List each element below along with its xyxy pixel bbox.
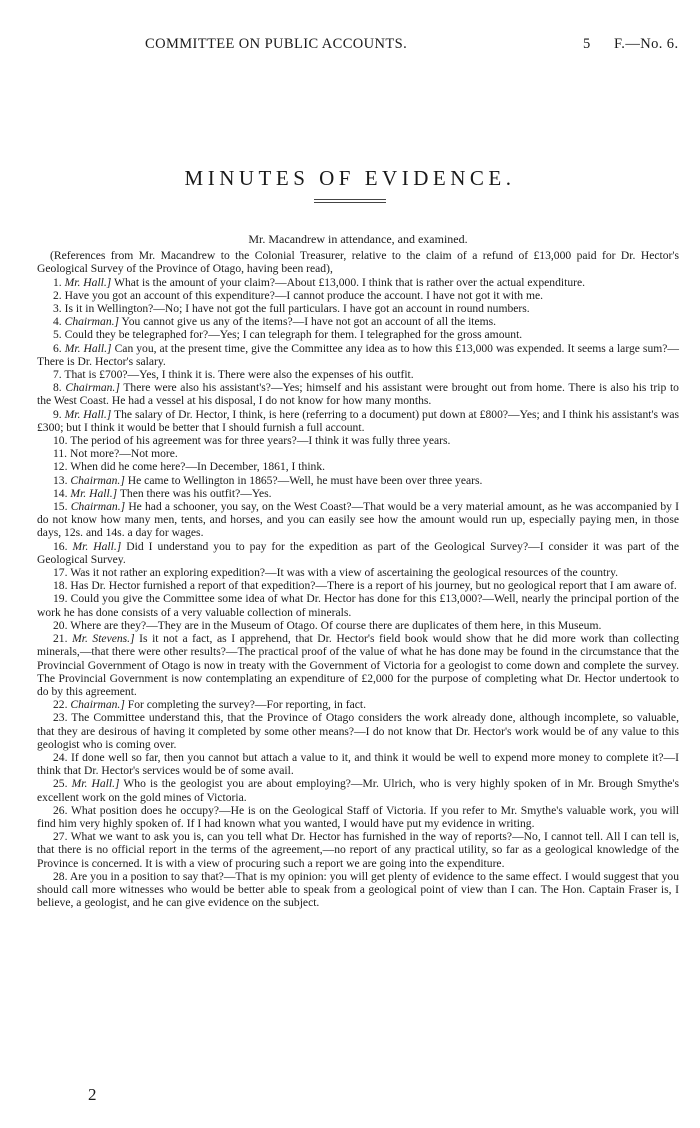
question-number: 23.: [53, 711, 68, 725]
question-number: 13.: [53, 473, 68, 487]
question-number: 10.: [53, 434, 68, 448]
question-paragraph: [37, 328, 679, 341]
question-number: 14.: [53, 486, 68, 500]
question-text: Who is the geologist you are about employing?—Mr. Ulrich, who is very highly spoken of in Mr. Brough Smythe's excellent work on the gold mines of Victoria.: [37, 777, 679, 804]
folio-number: 2: [88, 1085, 97, 1104]
question-paragraph: [37, 751, 679, 777]
question-paragraph: [37, 342, 679, 368]
question-number: 2.: [53, 288, 62, 302]
header-title: COMMITTEE ON PUBLIC ACCOUNTS.: [145, 36, 408, 52]
question-paragraph: [37, 368, 679, 381]
header-page-number: 5: [583, 36, 591, 52]
speaker-name: Mr. Stevens.]: [72, 632, 135, 646]
question-paragraph: [37, 566, 679, 579]
question-number: 19.: [53, 592, 68, 606]
question-text: What position does he occupy?—He is on the Geological Staff of Victoria. If you refer to Mr. Smythe's valuable work, you will find him very highly spoken of. If I had known what you wanted, I would have put my evidence in writing.: [37, 803, 679, 830]
question-paragraph: [37, 777, 679, 803]
question-text: The period of his agreement was for three years?—I think it was fully three years.: [70, 434, 451, 448]
speaker-name: Chairman.]: [70, 698, 125, 712]
question-paragraph: [37, 289, 679, 302]
question-paragraph: [37, 698, 679, 711]
question-text: That is £700?—Yes, I think it is. There were also the expenses of his outfit.: [64, 368, 414, 382]
question-number: 20.: [53, 618, 68, 632]
question-number: 11.: [53, 447, 68, 461]
question-paragraph: [37, 408, 679, 434]
question-text: Can you, at the present time, give the Committee any idea as to how this £13,000 was expended. It seems a large sum?—There is Dr. Hector's salary.: [37, 341, 680, 368]
question-paragraph: [37, 711, 679, 751]
question-text: Where are they?—They are in the Museum of Otago. Of course there are duplicates of them here, in this Museum.: [70, 618, 602, 632]
question-number: 17.: [53, 566, 68, 580]
question-paragraph: [37, 460, 679, 473]
question-number: 12.: [53, 460, 68, 474]
question-text: Not more?—Not more.: [69, 447, 178, 461]
question-paragraph: [37, 447, 679, 460]
page-title: MINUTES OF EVIDENCE.: [184, 166, 516, 190]
question-text: If done well so far, then you cannot but attach a value to it, and think it would be well to expend more money to complete it?—I think that Dr. Hector's services would be of some avail.: [37, 750, 680, 778]
question-text: There were also his assistant's?—Yes; himself and his assistant were brought out from home. There is also his trip to the West Coast. He had a vessel at his disposal, I do not know for how many months.: [37, 381, 679, 408]
question-number: 3.: [53, 302, 62, 316]
question-number: 26.: [53, 803, 68, 817]
question-text: Could you give the Committee some idea of what Dr. Hector has done for this £13,000?—Well, nearly the principal portion of the work he has done consists of a very valuable collection of minerals.: [37, 592, 679, 619]
title-rule-bottom: [314, 202, 386, 203]
question-number: 22.: [53, 698, 68, 712]
question-text: Is it in Wellington?—No; I have not got the full particulars. I have got an account in round numbers.: [64, 302, 530, 316]
question-number: 24.: [53, 750, 68, 764]
question-text: The Committee understand this, that the Province of Otago considers the work already done, although incomplete, so valuable, that they are desirous of having it completed by some other means?—I do not know that Dr. Hector's work would be of any value to this geologist who is coming over.: [37, 711, 679, 751]
question-paragraph: [37, 632, 679, 698]
question-number: 6.: [53, 341, 62, 355]
speaker-name: Mr. Hall.]: [64, 275, 112, 289]
speaker-name: Chairman.]: [64, 315, 120, 329]
speaker-name: Chairman.]: [65, 381, 120, 395]
question-text: Then there was his outfit?—Yes.: [119, 486, 272, 500]
question-text: Are you in a position to say that?—That is my opinion: you will get plenty of evidence to the same effect. I would suggest that you should call more witnesses who would be better able to speak from a geological point of view than I can. The Hon. Captain Fraser is, I believe, a geologist, and he can give evidence on the subject.: [37, 869, 679, 910]
question-number: 8.: [53, 381, 62, 395]
question-text: The salary of Dr. Hector, I think, is here (referring to a document) put down at £800?—Yes; and I think his assistant's was £300; but I think it would be better that I should furnish a full account.: [37, 407, 679, 434]
question-paragraph: [37, 487, 679, 500]
question-text: He had a schooner, you say, on the West Coast?—That would be a very material amount, as he was accompanied by I do not know how many men, tents, and horses, and you can easily see how the amount would run up, especially paying men, in those days, 12s. and 14s. a day for wages.: [37, 500, 680, 540]
question-text: What is the amount of your claim?—About £13,000. I think that is rather over the actual expenditure.: [114, 275, 586, 289]
question-text: When did he come here?—In December, 1861, I think.: [70, 460, 326, 474]
question-paragraph: [37, 619, 679, 632]
question-list: [37, 276, 679, 910]
speaker-name: Mr. Hall.]: [64, 341, 112, 355]
question-number: 5.: [53, 328, 62, 342]
evidence-body: [37, 233, 679, 909]
question-text: What we want to ask you is, can you tell what Dr. Hector has furnished in the way of reports?—No, I cannot tell. All I can tell is, that there is no official report in the terms of the agreement,—no report of any practical utility, so far as a geological knowledge of the Province is concerned. It is with a view of procuring such a report we are going into the expenditure.: [37, 830, 679, 870]
question-paragraph: [37, 870, 679, 910]
question-text: Is it not a fact, as I apprehend, that Dr. Hector's field book would show that he did more work than collecting minerals,—that there were other results?—The practical proof of the value of what he has done may be found in the circumstance that the Provincial Government of Otago is now in treaty with the Government of Victoria for a geologist to come down and complete the survey. The Provincial Government is now contemplating an expenditure of £2,000 for the purpose of completing what Dr. Hector undertook to do by this agreement.: [37, 632, 679, 698]
question-number: 9.: [53, 407, 62, 421]
question-number: 18.: [53, 579, 68, 593]
question-text: Have you got an account of this expenditure?—I cannot produce the account. I have not got it with me.: [64, 288, 544, 302]
attendance-line: Mr. Macandrew in attendance, and examined.: [248, 232, 468, 246]
question-paragraph: [37, 302, 679, 315]
references-paragraph: (References from Mr. Macandrew to the Colonial Treasurer, relative to the claim of a refund of £13,000 paid for Dr. Hector's Geological Survey of the Province of Otago, having been read),: [37, 249, 679, 276]
question-text: Has Dr. Hector furnished a report of that expedition?—There is a report of his journey, but no geological report that I am aware of.: [70, 579, 677, 593]
question-text: He came to Wellington in 1865?—Well, he must have been over three years.: [127, 473, 483, 487]
question-paragraph: [37, 276, 679, 289]
question-paragraph: [37, 804, 679, 830]
question-paragraph: [37, 381, 679, 407]
question-number: 4.: [53, 315, 62, 329]
question-paragraph: [37, 434, 679, 447]
question-text: You cannot give us any of the items?—I have not got an account of all the items.: [121, 315, 497, 329]
speaker-name: Mr. Hall.]: [70, 486, 118, 500]
question-number: 21.: [53, 632, 68, 646]
question-paragraph: [37, 500, 679, 540]
speaker-name: Mr. Hall.]: [71, 777, 120, 791]
question-paragraph: [37, 474, 679, 487]
speaker-name: Chairman.]: [70, 500, 126, 514]
speaker-name: Chairman.]: [70, 473, 125, 487]
question-number: 15.: [53, 500, 68, 514]
header-reference: F.—No. 6.: [614, 36, 679, 52]
question-paragraph: [37, 540, 679, 566]
question-number: 27.: [53, 830, 68, 844]
question-number: 7.: [53, 368, 62, 382]
question-text: Was it not rather an exploring expedition?—It was with a view of ascertaining the geological resources of the country.: [70, 566, 619, 580]
question-paragraph: [37, 579, 679, 592]
question-number: 28.: [53, 869, 68, 883]
speaker-name: Mr. Hall.]: [64, 407, 112, 421]
question-text: Did I understand you to pay for the expedition as part of the Geological Survey?—I consider it was part of the Geological Survey.: [37, 539, 679, 566]
running-header: [0, 36, 700, 58]
question-paragraph: [37, 315, 679, 328]
question-number: 25.: [53, 777, 68, 791]
question-paragraph: [37, 830, 679, 870]
question-text: For completing the survey?—For reporting, in fact.: [127, 698, 367, 712]
speaker-name: Mr. Hall.]: [72, 539, 122, 553]
question-paragraph: [37, 592, 679, 618]
question-number: 16.: [53, 539, 68, 553]
title-rule-top: [314, 199, 386, 200]
question-text: Could they be telegraphed for?—Yes; I can telegraph for them. I telegraphed for the gross amount.: [64, 328, 523, 342]
question-number: 1.: [53, 275, 62, 289]
